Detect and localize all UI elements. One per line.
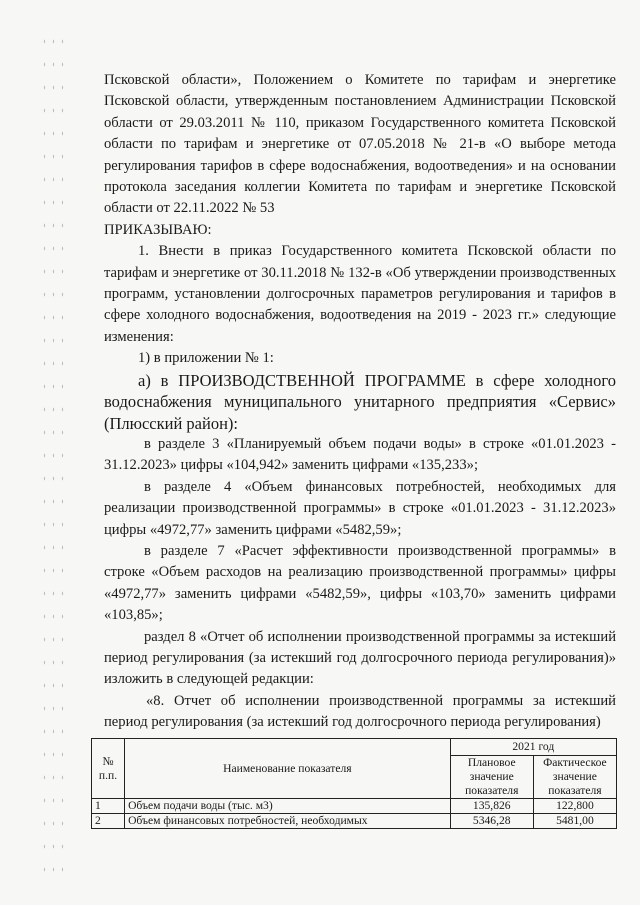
row-number: 2: [92, 814, 125, 829]
paragraph-section-3: в разделе 3 «Планируемый объем подачи воды» в строке «01.01.2023 - 31.12.2023» цифры «104,942» заменить цифрами «135,233»;: [104, 435, 616, 474]
paragraph-item-1: 1. Внести в приказ Государственного комитета Псковской области по тарифам и энергетике от 30.11.2018 № 132-в «Об утверждении производственных программ, установлении долгосрочных параметров регулирования и тарифов в сфере холодного водоснабжения, водоотведения на 2019 - 2023 гг.» следующие изменения:: [104, 243, 616, 345]
header-indicator-name: Наименование показателя: [125, 739, 451, 799]
document-body: [104, 70, 616, 734]
row-plan: 135,826: [450, 799, 533, 814]
row-name: Объем подачи воды (тыс. м3): [125, 799, 451, 814]
paragraph-section-7: в разделе 7 «Расчет эффективности производственной программы» в строке «Объем расходов на реализацию производственной программы» цифры «4972,77» заменить цифрами «5482,59», цифры «103,70» заменить цифрами «103,85»;: [104, 542, 616, 624]
header-year: 2021 год: [450, 739, 616, 756]
paragraph-section-8: раздел 8 «Отчет об исполнении производственной программы за истекший период регулирования (за истекший год долгосрочного периода регулирования)» изложить в следующей редакции:: [104, 628, 616, 688]
scan-noise: [40, 30, 70, 890]
table-row: [92, 814, 617, 829]
row-fact: 122,800: [533, 799, 616, 814]
row-plan: 5346,28: [450, 814, 533, 829]
row-number: 1: [92, 799, 125, 814]
header-number: № п.п.: [92, 739, 125, 799]
header-plan-value: Плановое значение показателя: [450, 756, 533, 799]
paragraph-program: а) в ПРОИЗВОДСТВЕННОЙ ПРОГРАММЕ в сфере холодного водоснабжения муниципального унитарного предприятия «Сервис» (Плюсский район):: [104, 370, 616, 433]
paragraph-report-title: «8. Отчет об исполнении производственной программы за истекший период регулирования (за истекший год долгосрочного периода регулирования): [104, 692, 616, 731]
paragraph-preamble: Псковской области», Положением о Комитете по тарифам и энергетике Псковской области, утвержденным постановлением Администрации Псковской области от 29.03.2011 № 110, приказом Государственного комитета Псковской области по тарифам и энергетике от 07.05.2018 № 21-в «О выборе метода регулирования тарифов в сфере водоснабжения, водоотведения» и на основании протокола заседания коллегии Комитета по тарифам и энергетике Псковской области от 22.11.2022 № 53: [104, 72, 616, 217]
order-heading: ПРИКАЗЫВАЮ:: [104, 221, 212, 238]
paragraph-appendix: 1) в приложении № 1:: [138, 350, 274, 367]
table-row: [92, 799, 617, 814]
row-fact: 5481,00: [533, 814, 616, 829]
row-name: Объем финансовых потребностей, необходимых: [125, 814, 451, 829]
report-table: [91, 738, 617, 829]
paragraph-section-4: в разделе 4 «Объем финансовых потребностей, необходимых для реализации производственной программы» в строке «01.01.2023 - 31.12.2023» цифры «4972,77» заменить цифрами «5482,59»;: [104, 478, 616, 538]
header-fact-value: Фактическое значение показателя: [533, 756, 616, 799]
